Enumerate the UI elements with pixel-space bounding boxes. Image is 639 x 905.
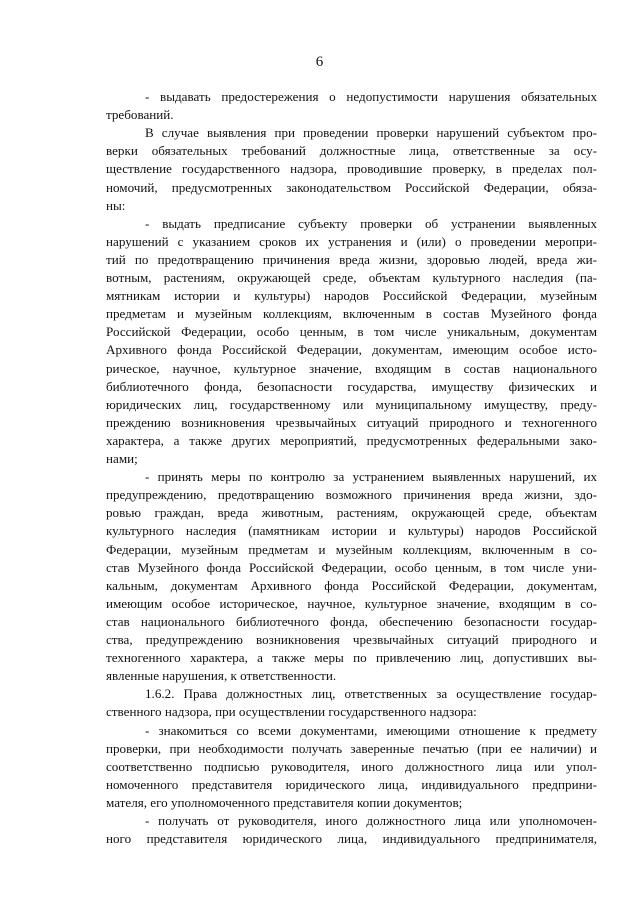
text-line: В случае выявления при проведении проверки нарушений субъектом про- bbox=[145, 125, 597, 141]
text-line: предупреждению, предотвращению возможного причинения вреда жизни, здо- bbox=[106, 487, 597, 503]
text-line: проверки, при необходимости получать заверенные печатью (при ее наличии) и bbox=[106, 740, 597, 756]
text-line: явленные нарушения, к ответственности. bbox=[106, 668, 337, 684]
page-number: 6 bbox=[315, 54, 324, 70]
text-line: мателя, его уполномоченного представителя копии документов; bbox=[106, 794, 463, 810]
text-line: - выдать предписание субъекту проверки об устранении выявленных bbox=[145, 215, 597, 231]
text-line: соответственно подписью руководителя, иного должностного лица или упол- bbox=[106, 758, 597, 774]
text-line: кальным, документам Архивного фонда Российской Федерации, документам, bbox=[106, 577, 597, 593]
text-line: Архивного фонда Российской Федерации, документам, имеющим особое исто- bbox=[106, 342, 597, 358]
text-line: - выдавать предостережения о недопустимости нарушения обязательных bbox=[145, 89, 597, 104]
text-line: имеющим особое историческое, научное, культурное значение, входящим в со- bbox=[106, 595, 597, 611]
text-line: ровью граждан, вреда животным, растениям, окружающей среде, объектам bbox=[106, 505, 597, 521]
text-line: нарушений с указанием сроков их устранения и (или) о проведении меропри- bbox=[106, 233, 597, 249]
text-line: став Музейного фонда Российской Федерации, особо ценным, в том числе уни- bbox=[106, 559, 597, 575]
text-line: номоченного представителя юридического лица, индивидуального предприни- bbox=[106, 776, 597, 792]
text-line: библиотечного фонда, безопасности государства, имуществу физических и bbox=[106, 378, 597, 394]
text-line: ного представителя юридического лица, индивидуального предпринимателя, bbox=[106, 831, 597, 847]
text-line: характера, а также других мероприятий, предусмотренных федеральными зако- bbox=[106, 432, 597, 448]
text-line: Федерации, музейным предметам и музейным коллекциям, включенным в со- bbox=[106, 541, 597, 557]
text-line: мятникам истории и культуры) народов Российской Федерации, музейным bbox=[106, 288, 597, 304]
text-line: культурного наследия (памятникам истории и культуры) народов Российской bbox=[106, 523, 597, 539]
text-line: - принять меры по контролю за устранением выявленных нарушений, их bbox=[145, 469, 597, 485]
text-line: став национального библиотечного фонда, обеспечению безопасности государ- bbox=[106, 613, 597, 629]
text-line: ществление государственного надзора, проводившие проверку, в пределах пол- bbox=[106, 161, 597, 177]
text-line: юридических лиц, государственному или муниципальному имуществу, преду- bbox=[106, 396, 597, 412]
text-line: - получать от руководителя, иного должностного лица или уполномочен- bbox=[145, 813, 597, 828]
text-line: рическое, научное, культурное значение, входящим в состав национального bbox=[106, 360, 597, 376]
text-line: нами; bbox=[106, 451, 138, 466]
text-line: ственного надзора, при осуществлении государственного надзора: bbox=[106, 704, 477, 720]
text-line: - знакомиться со всеми документами, имеющими отношение к предмету bbox=[145, 722, 597, 738]
text-line: предметам и музейным коллекциям, включенным в состав Музейного фонда bbox=[106, 306, 597, 322]
text-line: преждению возникновения чрезвычайных ситуаций природного и техногенного bbox=[106, 414, 597, 430]
text-line: вотным, растениям, окружающей среде, объектам культурного наследия (па- bbox=[106, 270, 597, 285]
text-line: тий по предотвращению причинения вреда жизни, здоровью людей, вреда жи- bbox=[106, 251, 597, 267]
text-line: ства, предупреждению возникновения чрезвычайных ситуаций природного и bbox=[106, 632, 597, 647]
text-line: номочий, предусмотренных законодательством Российской Федерации, обяза- bbox=[106, 179, 597, 195]
text-line: 1.6.2. Права должностных лиц, ответственных за осуществление государ- bbox=[145, 686, 597, 702]
text-line: техногенного характера, а также меры по привлечению лиц, допустивших вы- bbox=[106, 650, 597, 666]
text-line: Российской Федерации, особо ценным, в том числе уникальным, документам bbox=[106, 324, 597, 340]
text-line: ны: bbox=[106, 197, 126, 213]
text-line: верки обязательных требований должностные лица, ответственные за осу- bbox=[106, 143, 597, 159]
text-line: требований. bbox=[106, 107, 174, 123]
